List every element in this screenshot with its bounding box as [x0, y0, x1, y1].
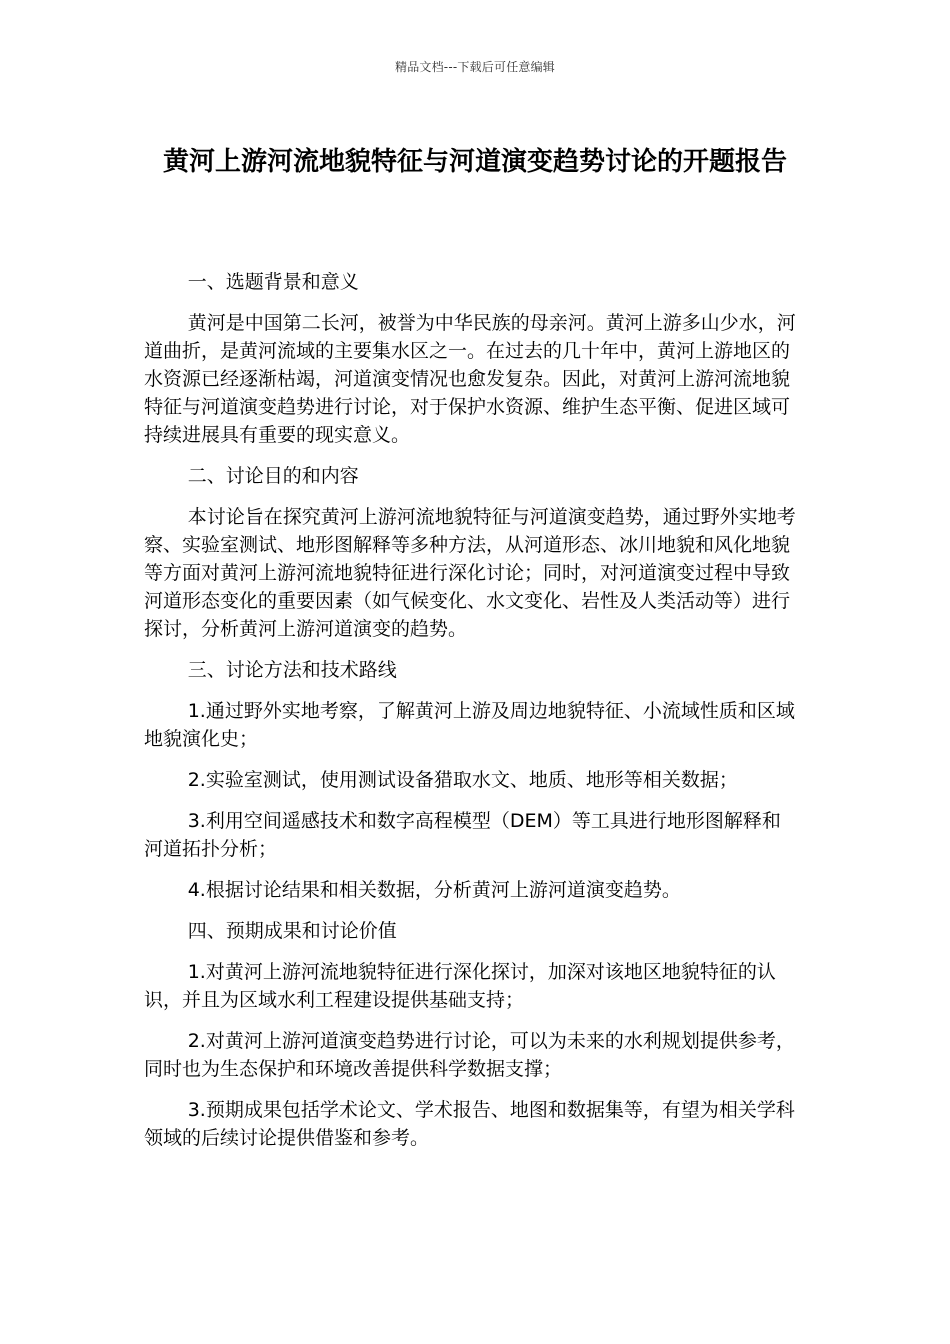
section-heading: 三、讨论方法和技术路线	[187, 659, 397, 681]
document-body	[144, 268, 796, 1165]
document-title: 黄河上游河流地貌特征与河道演变趋势讨论的开题报告	[162, 147, 787, 177]
section-heading: 一、选题背景和意义	[187, 271, 359, 293]
header-note: 精品文档---下载后可任意编辑	[395, 60, 555, 74]
list-item: 4.根据讨论结果和相关数据，分析黄河上游河道演变趋势。	[187, 879, 681, 901]
paragraph: 本讨论旨在探究黄河上游河流地貌特征与河道演变趋势，通过野外实地考察、实验室测试、地形图解释等多种方法，从河道形态、冰川地貌和风化地貌等方面对黄河上游河流地貌特征进行深化讨论；同时，对河道演变过程中导致河道形态变化的重要因素（如气候变化、水文变化、岩性及人类活动等）进行探讨，分析黄河上游河道演变的趋势。	[144, 506, 796, 640]
list-item: 2.实验室测试，使用测试设备猎取水文、地质、地形等相关数据；	[187, 769, 738, 791]
list-item: 2.对黄河上游河道演变趋势进行讨论，可以为未来的水利规划提供参考，同时也为生态保护和环境改善提供科学数据支撑；	[144, 1030, 795, 1080]
list-item: 3.预期成果包括学术论文、学术报告、地图和数据集等，有望为相关学科领域的后续讨论提供借鉴和参考。	[144, 1099, 795, 1149]
list-item: 1.通过野外实地考察，了解黄河上游及周边地貌特征、小流域性质和区域地貌演化史；	[144, 700, 795, 750]
list-item: 3.利用空间遥感技术和数字高程模型（DEM）等工具进行地形图解释和河道拓扑分析；	[144, 810, 781, 860]
section-heading: 四、预期成果和讨论价值	[187, 920, 397, 942]
list-item: 1.对黄河上游河流地貌特征进行深化探讨，加深对该地区地貌特征的认识，并且为区域水利工程建设提供基础支持；	[144, 961, 776, 1011]
section-heading: 二、讨论目的和内容	[187, 465, 359, 487]
paragraph: 黄河是中国第二长河，被誉为中华民族的母亲河。黄河上游多山少水，河道曲折，是黄河流域的主要集水区之一。在过去的几十年中，黄河上游地区的水资源已经逐渐枯竭，河道演变情况也愈发复杂。因此，对黄河上游河流地貌特征与河道演变趋势进行讨论，对于保护水资源、维护生态平衡、促进区域可持续进展具有重要的现实意义。	[144, 312, 796, 446]
